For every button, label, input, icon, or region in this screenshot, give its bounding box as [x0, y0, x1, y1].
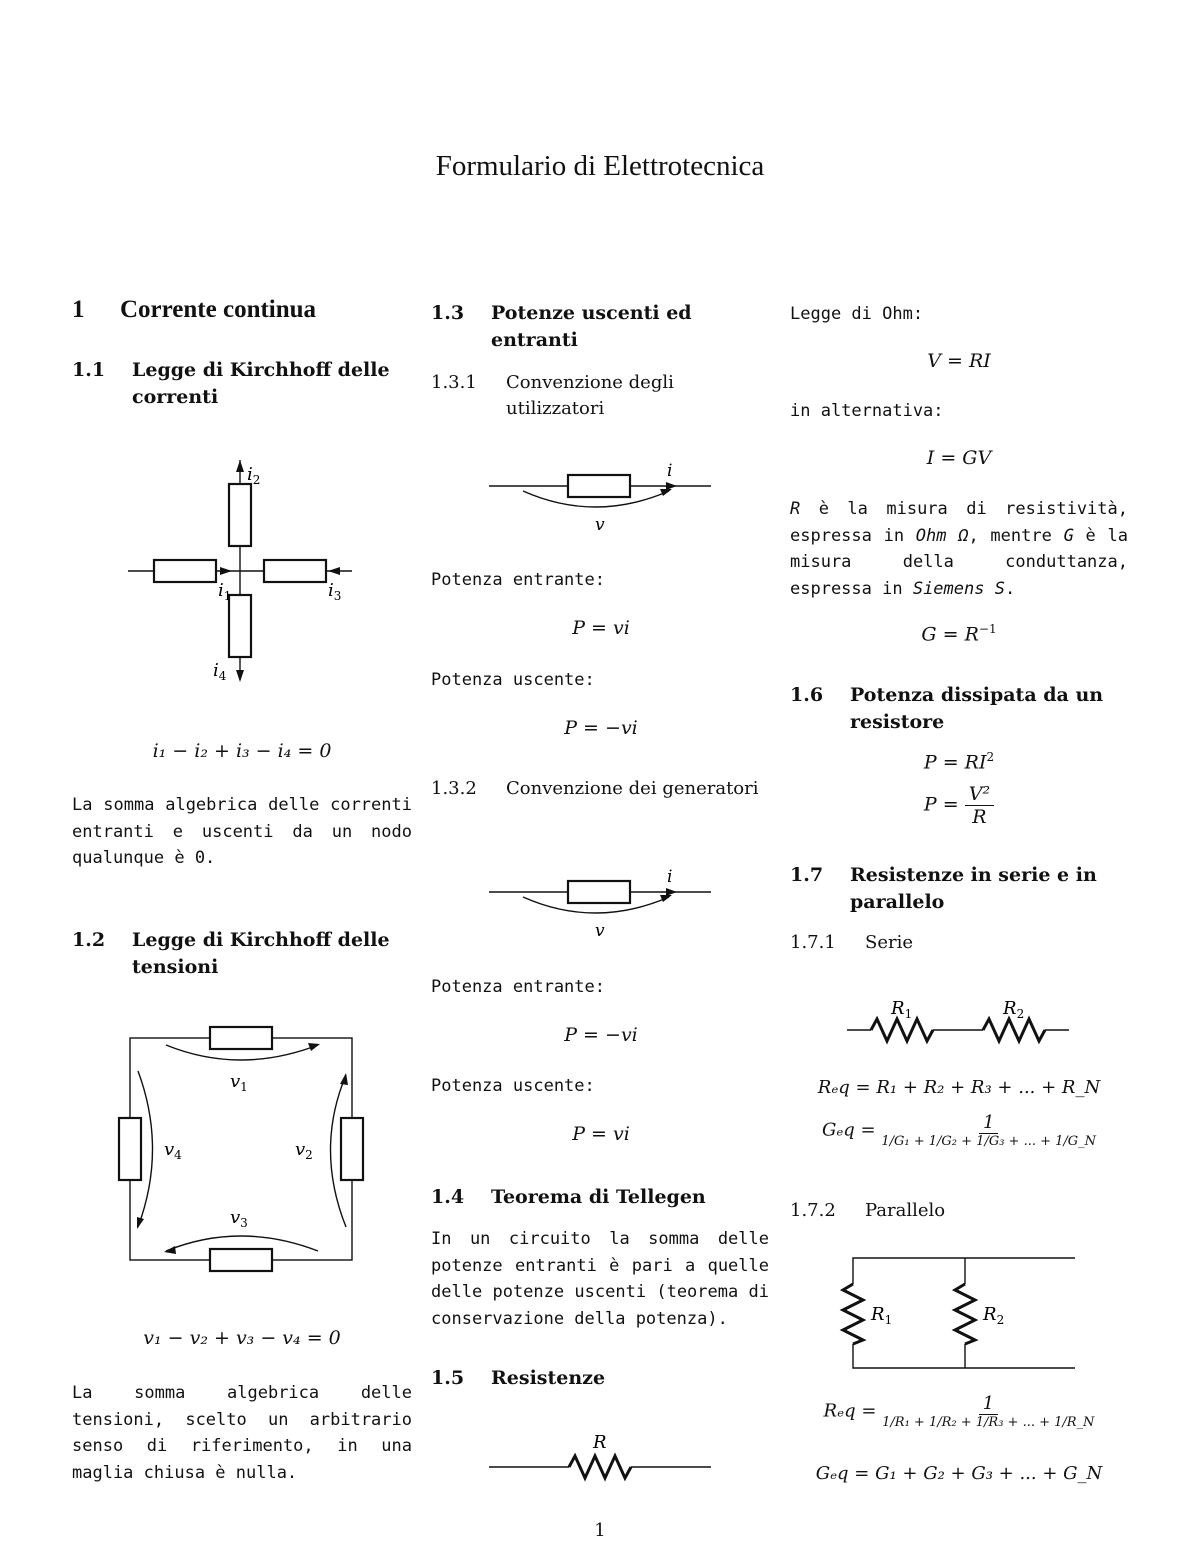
label-r1: $R_1$: [871, 1304, 893, 1327]
page-number: 1: [594, 1520, 606, 1541]
section-title: Resistenze: [491, 1367, 606, 1389]
section-number: 1.5: [431, 1367, 465, 1389]
document-title: Formulario di Elettrotecnica: [435, 150, 765, 182]
parallel-resistors-diagram: [835, 1250, 1080, 1375]
section-1-3-heading: [431, 300, 771, 354]
label-v2: $v_2$: [295, 1139, 313, 1162]
section-1-7-1-heading: [790, 930, 1130, 956]
alternative-eq: I = GV: [926, 447, 992, 469]
kvl-equation: v₁ − v₂ + v₃ − v₄ = 0: [143, 1327, 341, 1349]
section-title: Resistenze in serie e in parallelo: [850, 864, 1097, 913]
power-out-label-1: Potenza uscente:: [431, 670, 595, 690]
power-in-label-2: Potenza entrante:: [431, 977, 605, 997]
section-title: Serie: [865, 932, 913, 953]
section-number: 1.2: [72, 929, 106, 951]
section-number: 1.4: [431, 1186, 465, 1208]
section-1-1-heading: [72, 357, 417, 411]
section-number: 1.3.1: [431, 372, 477, 393]
label-r2: $R_2$: [983, 1304, 1005, 1327]
label-v4: $v_4$: [164, 1139, 182, 1162]
section-number: 1.6: [790, 684, 824, 706]
power-out-label-2: Potenza uscente:: [431, 1076, 595, 1096]
section-title: Parallelo: [865, 1200, 946, 1221]
section-title: Corrente continua: [120, 296, 317, 323]
ohm-law-label: Legge di Ohm:: [790, 304, 924, 324]
label-v3: $v_3$: [230, 1207, 248, 1230]
power-in-eq-2: P = −vi: [564, 1024, 638, 1046]
section-number: 1.7: [790, 864, 824, 886]
generator-convention-diagram: [485, 864, 715, 944]
section-title: Convenzione dei generatori: [506, 778, 759, 799]
power-ri2-eq: $P = RI^2$: [923, 750, 995, 774]
kvl-mesh-diagram: [110, 1015, 370, 1280]
section-1-7-2-heading: [790, 1198, 1130, 1224]
section-title: Legge di Kirchhoff delle correnti: [132, 359, 390, 408]
power-in-label-1: Potenza entrante:: [431, 570, 605, 590]
alternative-label: in alternativa:: [790, 401, 944, 421]
section-number: 1.3.2: [431, 778, 477, 799]
kvl-description: La somma algebrica delle tensioni, scelto un arbitrario senso di riferimento, in una maglia chiusa è nulla.: [72, 1383, 412, 1483]
conductance-eq: $G = R^{-1}$: [921, 622, 997, 646]
label-i1: $i_1$: [218, 580, 232, 603]
label-v1: $v_1$: [230, 1071, 248, 1094]
section-1-4-heading: [431, 1184, 771, 1211]
section-1-heading: [72, 296, 412, 324]
series-resistors-diagram: [845, 992, 1075, 1052]
series-req-eq: Rₑq = R₁ + R₂ + R₃ + ... + R_N: [817, 1077, 1101, 1098]
section-number: 1.3: [431, 302, 465, 324]
section-title: Potenza dissipata da un resistore: [850, 684, 1104, 733]
section-1-7-heading: [790, 862, 1135, 916]
label-r2: $R_2$: [1003, 998, 1025, 1021]
power-out-eq-1: P = −vi: [564, 717, 638, 739]
section-number: 1.7.1: [790, 932, 836, 953]
label-v: v: [595, 515, 605, 535]
kcl-equation: i₁ − i₂ + i₃ − i₄ = 0: [152, 740, 332, 762]
section-number: 1: [72, 296, 85, 323]
power-in-eq-1: P = vi: [572, 617, 630, 639]
section-title: Legge di Kirchhoff delle tensioni: [132, 929, 390, 978]
parallel-req-eq: Rₑq = $\frac{1}{\text{1/R₁ + 1/R₂ + 1/R₃ + ... + 1/R\_N}}$: [823, 1393, 1095, 1430]
kcl-description: La somma algebrica delle correnti entranti e uscenti da un nodo qualunque è 0.: [72, 795, 412, 868]
section-1-2-heading: [72, 927, 417, 981]
parallel-geq-eq: Gₑq = G₁ + G₂ + G₃ + ... + G_N: [815, 1463, 1103, 1484]
series-geq-eq: Gₑq = $\frac{1}{\text{1/G₁ + 1/G₂ + 1/G₃ + ... + 1/G\_N}}$: [821, 1112, 1097, 1149]
section-number: 1.1: [72, 359, 106, 381]
power-v2r-eq: P = $\frac{\text{V²}}{R}$: [790, 783, 1128, 828]
label-v: v: [595, 921, 605, 941]
label-r1: $R_1$: [891, 998, 913, 1021]
label-i4: $i_4$: [213, 660, 227, 683]
section-title: Teorema di Tellegen: [491, 1186, 706, 1208]
section-1-3-2-heading: [431, 776, 771, 802]
label-i: i: [667, 461, 673, 481]
section-title: Potenze uscenti ed entranti: [491, 302, 692, 351]
resistor-symbol: [485, 1428, 715, 1488]
section-1-3-1-heading: [431, 370, 771, 422]
user-convention-diagram: [485, 458, 715, 538]
tellegen-description: In un circuito la somma delle potenze entranti è pari a quelle delle potenze uscenti (teorema di conservazione della potenza).: [431, 1229, 769, 1329]
section-title: Convenzione degli utilizzatori: [506, 372, 674, 419]
section-1-6-heading: [790, 682, 1135, 736]
section-1-5-heading: [431, 1365, 771, 1392]
label-r: R: [593, 1432, 607, 1453]
section-number: 1.7.2: [790, 1200, 836, 1221]
power-out-eq-2: P = vi: [572, 1123, 630, 1145]
kcl-node-diagram: [120, 450, 360, 690]
label-i2: $i_2$: [247, 464, 261, 487]
resistance-description: R è la misura di resistività, espressa in Ohm Ω, mentre G è la misura della conduttanza, espressa in Siemens S.: [790, 499, 1128, 599]
label-i3: $i_3$: [328, 580, 342, 603]
ohm-law-eq: V = RI: [927, 350, 991, 372]
label-i: i: [667, 867, 673, 887]
